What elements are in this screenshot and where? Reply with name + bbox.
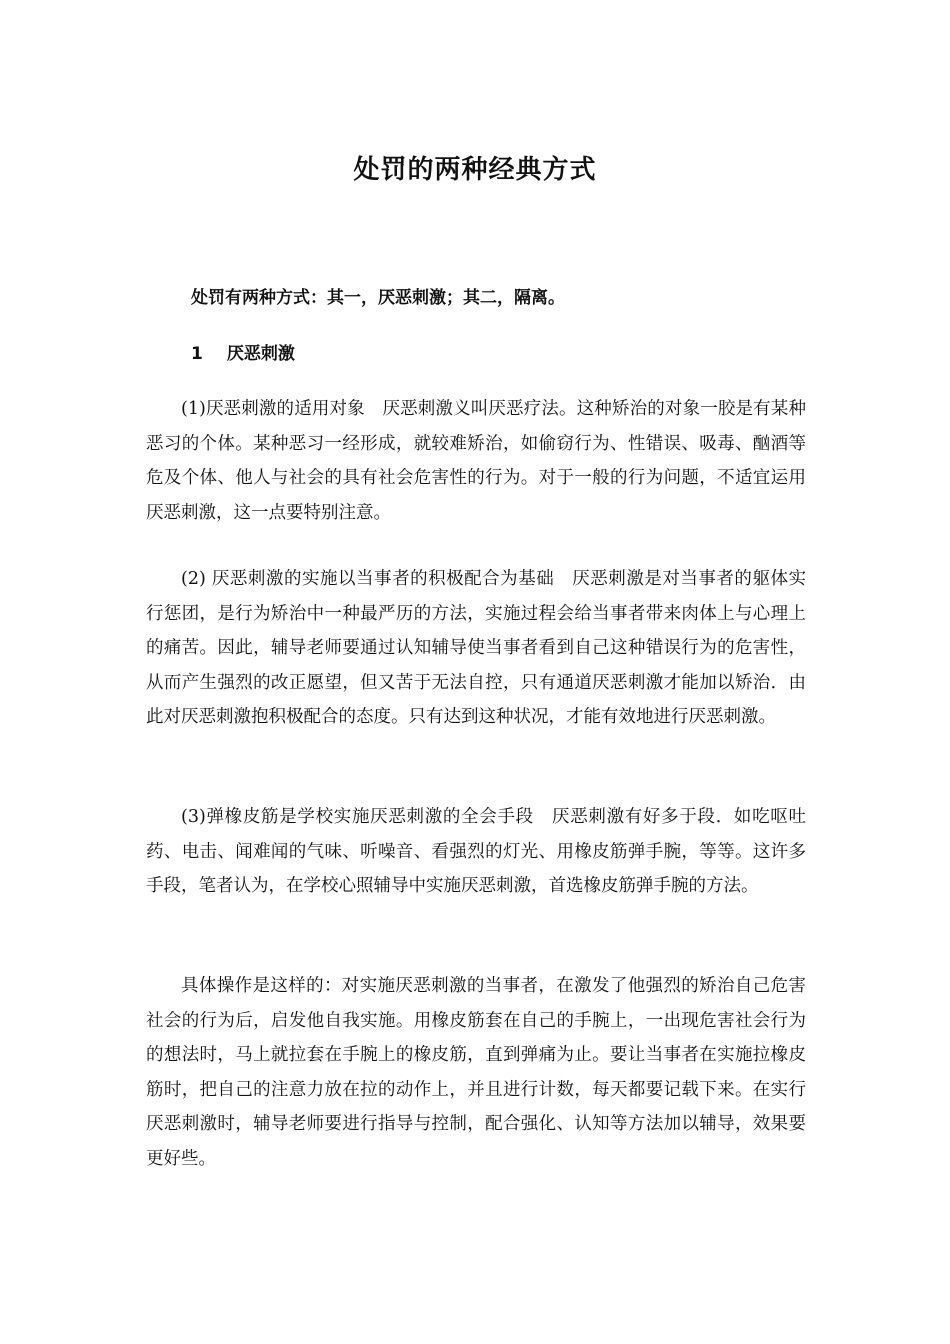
section-number: 1: [191, 344, 203, 364]
paragraph-aversive-cooperation: (2) 厌恶刺激的实施以当事者的积极配合为基础 厌恶刺激是对当事者的躯体实行惩团，是行为矫治中一种最严历的方法，实施过程会给当事者带来肉体上与心理上的痛苦。因此，辅导老师要通过认知辅导使当事者看到自己这种错误行为的危害性，从而产生强烈的改正愿望，但又苦于无法自控，只有通道厌恶刺激才能加以矫治．由此对厌恶刺激抱积极配合的态度。只有达到这种状况，才能有效地进行厌恶刺激。: [146, 569, 806, 727]
paragraph-aversive-target: (1)厌恶刺激的适用对象 厌恶刺激义叫厌恶疗法。这种矫治的对象一胶是有某种恶习的个体。某种恶习一经形成，就较难矫治，如偷窃行为、性错误、吸毒、酗酒等危及个体、他人与社会的具有社会危害性的行为。对于一般的行为问题，不适宜运用厌恶刺激，这一点要特别注意。: [146, 399, 806, 523]
section-heading: [191, 340, 295, 368]
paragraph-operation-details: 具体操作是这样的：对实施厌恶刺激的当事者，在激发了他强烈的矫治自己危害社会的行为后，启发他自我实施。用橡皮筋套在自己的手腕上，一出现危害社会行为的想法时，马上就拉套在手腕上的橡皮筋，直到弹痛为止。要让当事者在实施拉橡皮筋时，把自己的注意力放在拉的动作上，并且进行计数，每天都要记载下来。在实行厌恶刺激时，辅导老师要进行指导与控制，配合强化、认知等方法加以辅导，效果要更好些。: [146, 976, 806, 1169]
document-title: 处罚的两种经典方式: [353, 155, 597, 185]
section-title: 厌恶刺激: [226, 344, 295, 364]
summary-line: 处罚有两种方式：其一，厌恶刺激；其二，隔离。: [191, 288, 565, 308]
paragraph-rubber-band-method: (3)弹橡皮筋是学校实施厌恶刺激的全会手段 厌恶刺激有好多于段．如吃呕吐药、电击、闻难闻的气味、听噪音、看强烈的灯光、用橡皮筋弹手腕，等等。这许多手段，笔者认为，在学校心照辅导中实施厌恶刺激，首选橡皮筋弹手腕的方法。: [146, 807, 806, 896]
